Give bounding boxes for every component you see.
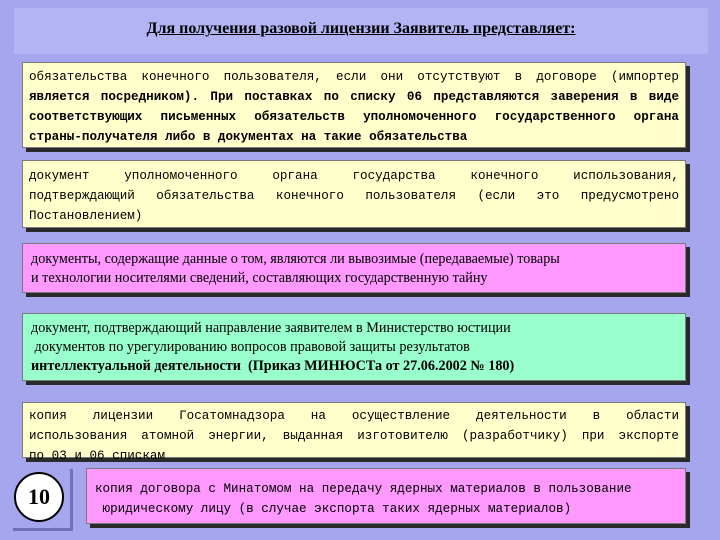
block-line: документы, содержащие данные о том, являются ли вывозимые (передаваемые) товары [31,251,560,267]
block-line: документов по урегулированию вопросов правовой защиты результатов [31,339,470,355]
block-line: по 03 и 06 спискам [29,449,166,463]
slide-title: Для получения разовой лицензии Заявитель представляет: [146,20,576,37]
block-line: копия договора с Минатомом на передачу ядерных материалов в пользование [95,482,632,496]
block-line: использования атомной энергии, выданная изготовителю (разработчику) при экспорте [29,429,679,443]
block-line: копия лицензии Госатомнадзора на осуществление деятельности в области [29,409,679,423]
block-line: обязательства конечного пользователя, если они отсутствуют в договоре (импортер [29,70,679,84]
block-line: юридическому лицу (в случае экспорта таких ядерных материалов) [95,502,572,516]
requirement-block-4 [22,313,686,381]
block-line: Постановлением) [29,209,143,223]
block-line: документ, подтверждающий направление заявителем в Министерство юстиции [31,320,511,336]
requirement-block-2 [22,160,686,228]
requirement-block-5 [22,402,686,463]
block-line: страны-получателя либо в документах на такие обязательства [29,130,468,144]
requirement-block-1 [22,62,686,148]
block-line: является посредником). При поставках по списку 06 представляются заверения в виде [29,90,679,104]
title-banner [14,8,708,54]
slide-number: 10 [14,472,64,522]
block-line: интеллектуальной деятельности (Приказ МИНЮСТа от 27.06.2002 № 180) [31,358,515,374]
block-line: подтверждающий обязательства конечного пользователя (если это предусмотрено [29,189,679,203]
block-line: документ уполномоченного органа государства конечного использования, [29,169,679,183]
block-line: и технологии носителями сведений, составляющих государственную тайну [31,270,488,286]
requirement-block-3 [22,243,686,293]
slide-number-badge [10,466,70,528]
requirement-block-6 [86,468,686,524]
block-line: соответствующих письменных обязательств уполномоченного государственного органа [29,110,679,124]
